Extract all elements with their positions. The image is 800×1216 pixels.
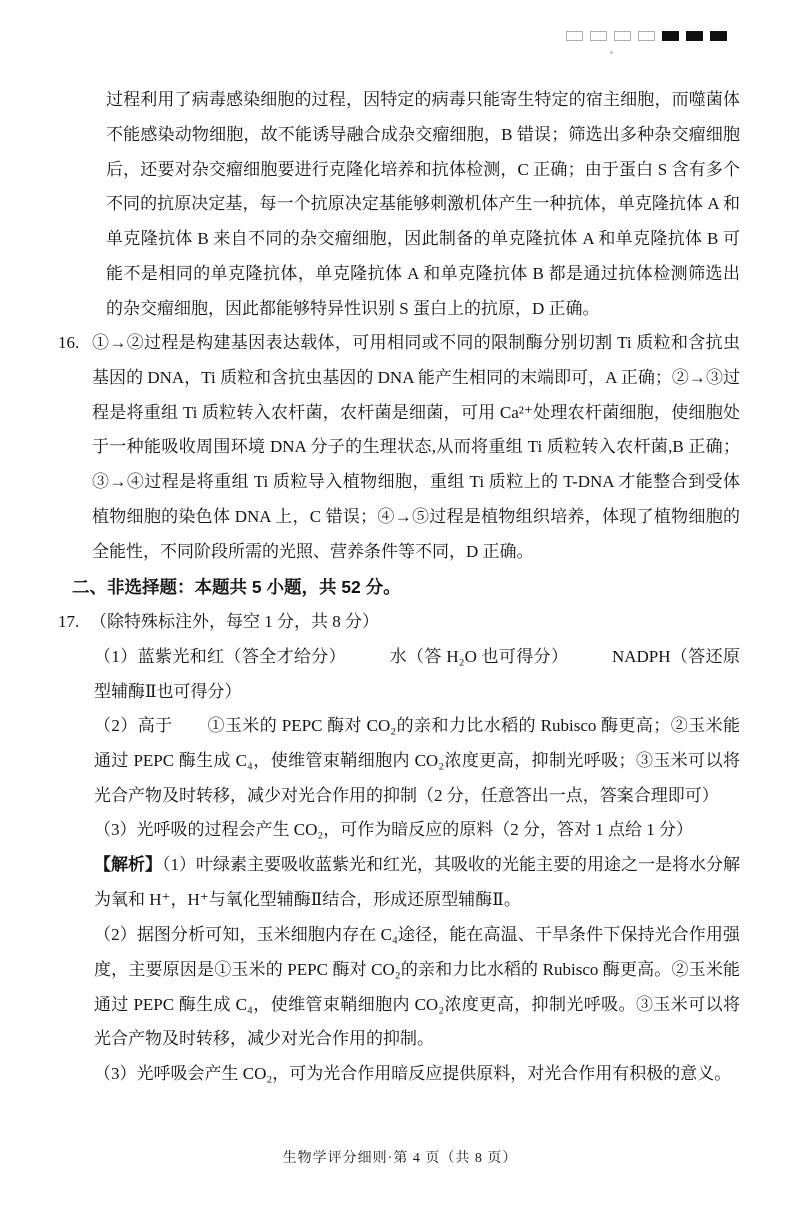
section2-header: 二、非选择题：本题共 5 小题，共 52 分。 <box>72 577 401 597</box>
item16-text: ①→②过程是构建基因表达载体，可用相同或不同的限制酶分别切割 Ti 质粒和含抗虫基因的 DNA，Ti 质粒和含抗虫基因的 DNA 能产生相同的末端即可，A 正确；②→③过程是将重组 Ti 质粒转入农杆菌，农杆菌是细菌，可用 Ca²⁺处理农杆菌细胞，使细胞处于一种能吸收周围环境 DNA 分子的生理状态,从而将重组 Ti 质粒转入农杆菌,B 正确；③→④过程是将重组 Ti 质粒导入植物细胞，重组 Ti 质粒上的 T-DNA 才能整合到受体植物细胞的染色体 DNA 上，C 错误；④→⑤过程是植物组织培养，体现了植物细胞的全能性，不同阶段所需的光照、营养条件等不同，D 正确。 <box>92 333 740 561</box>
marker-box-outline-icon <box>614 31 631 41</box>
marker-box-filled-icon <box>662 31 679 41</box>
item16-number: 16. <box>58 333 80 352</box>
item17-scoring-note: （除特殊标注外，每空 1 分，共 8 分） <box>90 612 379 631</box>
answer-item-16 <box>58 326 740 570</box>
item17-analysis-3: （3）光呼吸会产生 CO₂，可为光合作用暗反应提供原料，对光合作用有积极的意义。 <box>94 1064 732 1083</box>
marker-box-filled-icon <box>710 31 727 41</box>
page-marker-row <box>566 31 727 41</box>
marker-box-outline-icon <box>638 31 655 41</box>
marker-box-outline-icon <box>590 31 607 41</box>
item17-answer-1: （1）蓝紫光和红（答全才给分） 水（答 H₂O 也可得分） NADPH（答还原型辅酶Ⅱ也可得分） <box>94 647 740 701</box>
item17-number: 17. <box>58 612 80 631</box>
item17-analysis-2: （2）据图分析可知，玉米细胞内存在 C₄途径，能在高温、干旱条件下保持光合作用强度，主要原因是①玉米的 PEPC 酶对 CO₂的亲和力比水稻的 Rubisco 酶更高。②玉米能通过 PEPC 酶生成 C₄，使维管束鞘细胞内 CO₂浓度更高，抑制光呼吸。③玉米可以将光合产物及时转移，减少对光合作用的抑制。 <box>94 925 740 1049</box>
item17-analysis-1 <box>94 848 740 918</box>
analysis-label: 【解析】 <box>94 855 162 874</box>
marker-box-filled-icon <box>686 31 703 41</box>
page-footer: 生物学评分细则·第 4 页（共 8 页） <box>282 1151 518 1166</box>
item17-answer-2: （2）高于 ①玉米的 PEPC 酶对 CO₂的亲和力比水稻的 Rubisco 酶更高；②玉米能通过 PEPC 酶生成 C₄，使维管束鞘细胞内 CO₂浓度更高，抑制光呼吸；③玉米可以将光合产物及时转移，减少对光合作用的抑制（2 分，任意答出一点，答案合理即可） <box>94 716 740 805</box>
item17-answer-3: （3）光呼吸的过程会产生 CO₂，可作为暗反应的原料（2 分，答对 1 点给 1 分） <box>94 820 694 839</box>
item17-analysis-1-text: （1）叶绿素主要吸收蓝紫光和红光，其吸收的光能主要的用途之一是将水分解为氧和 H⁺，H⁺与氧化型辅酶Ⅱ结合，形成还原型辅酶Ⅱ。 <box>94 855 740 909</box>
scan-speck <box>610 51 613 54</box>
answer15-continuation-paragraph: 过程利用了病毒感染细胞的过程，因特定的病毒只能寄生特定的宿主细胞，而噬菌体不能感染动物细胞，故不能诱导融合成杂交瘤细胞，B 错误；筛选出多种杂交瘤细胞后，还要对杂交瘤细胞要进行克隆化培养和抗体检测，C 正确；由于蛋白 S 含有多个不同的抗原决定基，每一个抗原决定基能够刺激机体产生一种抗体，单克隆抗体 A 和单克隆抗体 B 来自不同的杂交瘤细胞，因此制备的单克隆抗体 A 和单克隆抗体 B 可能不是相同的单克隆抗体，单克隆抗体 A 和单克隆抗体 B 都是通过抗体检测筛选出的杂交瘤细胞，因此都能够特异性识别 S 蛋白上的抗原，D 正确。 <box>106 90 740 318</box>
marker-box-outline-icon <box>566 31 583 41</box>
